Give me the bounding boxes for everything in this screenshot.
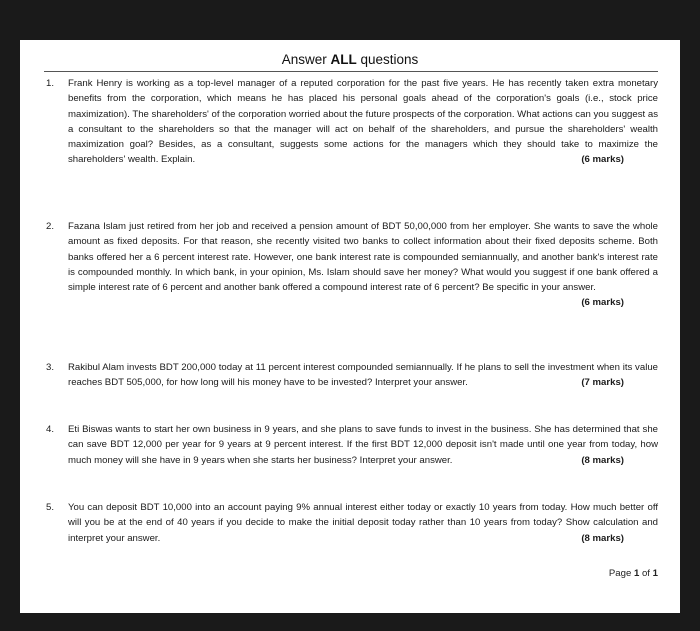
question-4	[46, 422, 658, 468]
title-bold: ALL	[330, 52, 357, 67]
question-text: Fazana Islam just retired from her job and received a pension amount of BDT 50,00,000 from her employer. She wants to save the whole amount as fixed deposits. For that reason, she recently visited two banks to collect information about their fixed deposits scheme. Both banks offered her a 6 percent interest rate. However, one bank interest rate is compounded semiannually, and another bank's interest rate is compounded monthly. In which bank, in your opinion, Ms. Islam should save her money? What would you suggest if one bank offered a simple interest rate of 6 percent and another bank offered a compound interest rate of 6 percent? Be specific in your answer.	[68, 221, 658, 294]
title-suffix: questions	[360, 52, 419, 67]
question-marks: (8 marks)	[581, 454, 624, 466]
question-3	[46, 360, 658, 391]
document-page	[20, 40, 680, 613]
page-title	[20, 52, 680, 67]
question-text: Rakibul Alam invests BDT 200,000 today at 11 percent interest compounded semiannually. If he plans to sell the investment when its value reaches BDT 505,000, for how long will his money have to be invested? Interpret your answer.	[68, 362, 658, 389]
question-1	[46, 76, 658, 168]
title-prefix: Answer	[281, 52, 327, 67]
title-divider	[44, 71, 658, 72]
page-total: 1	[652, 568, 658, 579]
question-text: You can deposit BDT 10,000 into an account paying 9% annual interest either today or exactly 10 years from today. How much better off will you be at the end of 40 years if you decide to make the initial deposit today rather than 10 years from today? Show calculation and interpret your answer.	[68, 502, 658, 544]
question-text: Frank Henry is working as a top-level manager of a reputed corporation for the past five years. He has recently taken extra monetary benefits from the corporation, which means he has placed his personal goals ahead of the corporation's goals (i.e., stock price maximization). The shareholders' of the corporation worried about the future prospects of the corporation. What actions can you suggest as a consultant to the shareholders so that the manager will act on behalf of the shareholders, and pursue the shareholders' wealth maximization goal? Besides, as a consultant, suggests some actions for the managers which they should take to maximize the shareholders' wealth. Explain.	[68, 78, 658, 166]
question-marks: (6 marks)	[581, 154, 624, 166]
question-number: 3.	[46, 362, 55, 373]
question-marks: (8 marks)	[581, 532, 624, 544]
question-number: 1.	[46, 78, 55, 89]
question-number: 4.	[46, 424, 55, 435]
page-of-word: of	[641, 568, 650, 579]
question-2	[46, 219, 658, 311]
page-current: 1	[633, 568, 640, 579]
question-number: 5.	[46, 502, 55, 513]
question-marks: (7 marks)	[581, 377, 624, 389]
question-5	[46, 500, 658, 546]
page-word: Page	[608, 568, 632, 579]
page-number	[609, 568, 658, 579]
question-text: Eti Biswas wants to start her own business in 9 years, and she plans to save funds to invest in the business. She has determined that she can save BDT 12,000 per year for 9 years at 9 percent interest. If the first BDT 12,000 deposit isn't made until one year from today, how much money will she have in 9 years when she starts her business? Interpret your answer.	[68, 424, 658, 466]
question-marks: (6 marks)	[581, 297, 624, 309]
question-number: 2.	[46, 221, 55, 232]
